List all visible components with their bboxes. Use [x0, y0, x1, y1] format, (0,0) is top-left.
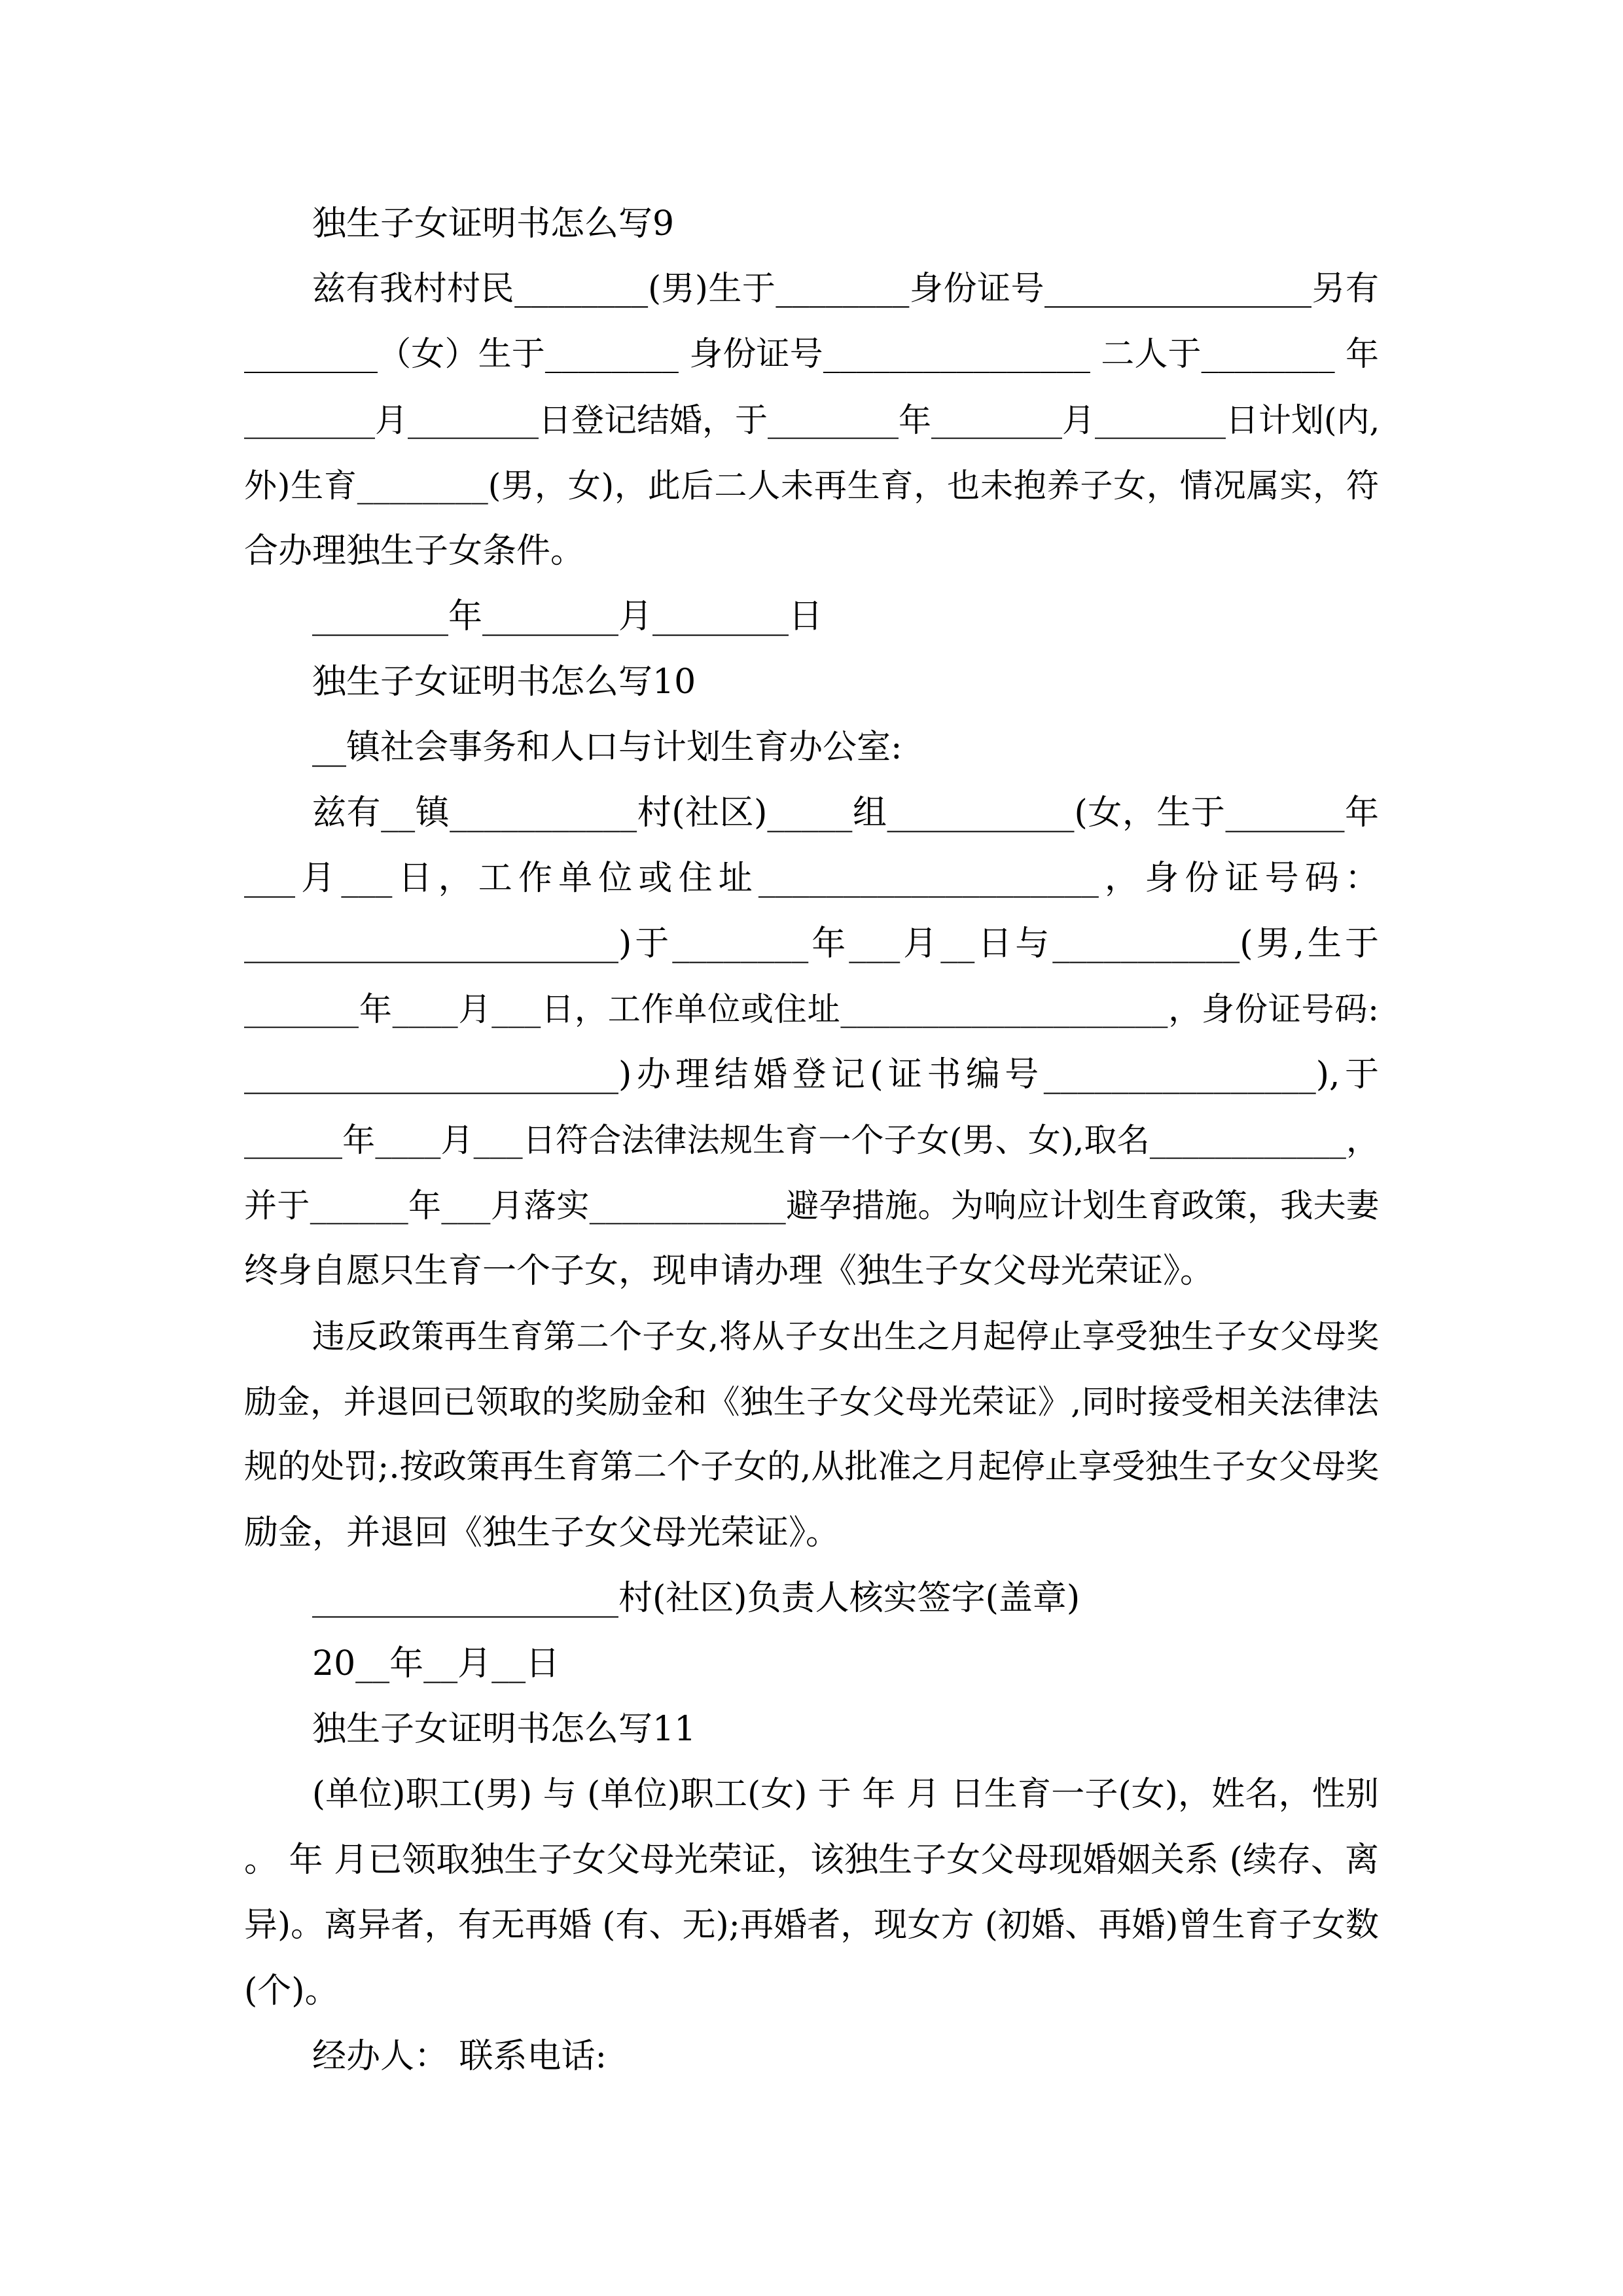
document-line: 并于______年___月落实____________避孕措施。为响应计划生育政策，我夫妻	[244, 1187, 1379, 1225]
document-line: 独生子女证明书怎么写10	[312, 662, 696, 702]
document-line: 异)。离异者，有无再婚 (有、无);再婚者，现女方 (初婚、再婚)曾生育子女数	[244, 1906, 1379, 1945]
document-line: 兹有我村村民________(男)生于________身份证号________________另有	[312, 270, 1379, 308]
document-line: 规的处罚;.按政策再生育第二个子女的,从批准之月起停止享受独生子女父母奖	[244, 1448, 1379, 1486]
document-line: ___月___日，工作单位或住址____________________，身份证号码：	[244, 859, 1379, 898]
document-line: ________月________日登记结婚，于________年________月________日计划(内,	[244, 401, 1380, 439]
document-line: ______________________)办理结婚登记(证书编号________________),于	[244, 1055, 1379, 1094]
document-line: (个)。	[244, 1971, 339, 2011]
document-line: 。 年 月已领取独生子女父母光荣证，该独生子女父母现婚姻关系 (续存、离	[244, 1840, 1379, 1880]
document-line: 励金，并退回已领取的奖励金和《独生子女父母光荣证》,同时接受相关法律法	[244, 1383, 1379, 1421]
document-line: 独生子女证明书怎么写11	[312, 1710, 696, 1749]
document-line: ________年________月________日	[312, 597, 823, 636]
document-line: 兹有__镇___________村(社区)_____组___________(女，生于_______年	[312, 793, 1379, 833]
document-line: 经办人： 联系电话:	[312, 2037, 607, 2076]
document-line: (单位)职工(男) 与 (单位)职工(女) 于 年 月 日生育一子(女)，姓名，性别	[312, 1775, 1379, 1814]
document-line: 终身自愿只生育一个子女，现申请办理《独生子女父母光荣证》。	[244, 1251, 1215, 1291]
document-line: _______年____月___日，工作单位或住址____________________，身份证号码:	[244, 990, 1379, 1028]
document-line: 独生子女证明书怎么写9	[312, 204, 675, 243]
document-line: 20__年__月__日	[312, 1644, 560, 1683]
document-line: __________________村(社区)负责人核实签字(盖章)	[312, 1579, 1080, 1618]
document-line: 合办理独生子女条件。	[244, 531, 585, 571]
document-line: ______年____月___日符合法律法规生育一个子女(男、女),取名____________，	[244, 1121, 1379, 1159]
document-line: __镇社会事务和人口与计划生育办公室:	[312, 728, 902, 767]
document-line: 外)生育________(男，女)，此后二人未再生育，也未抱养子女，情况属实，符	[244, 467, 1379, 505]
document-line: 违反政策再生育第二个子女,将从子女出生之月起停止享受独生子女父母奖	[312, 1318, 1379, 1355]
document-line: 励金，并退回《独生子女父母光荣证》。	[244, 1513, 840, 1552]
document-line: ______________________)于________年___月__日与___________(男,生于	[244, 924, 1379, 963]
document-body	[244, 191, 1379, 2089]
document-line: ________（女）生于________ 身份证号________________ 二人于________ 年	[244, 335, 1379, 374]
